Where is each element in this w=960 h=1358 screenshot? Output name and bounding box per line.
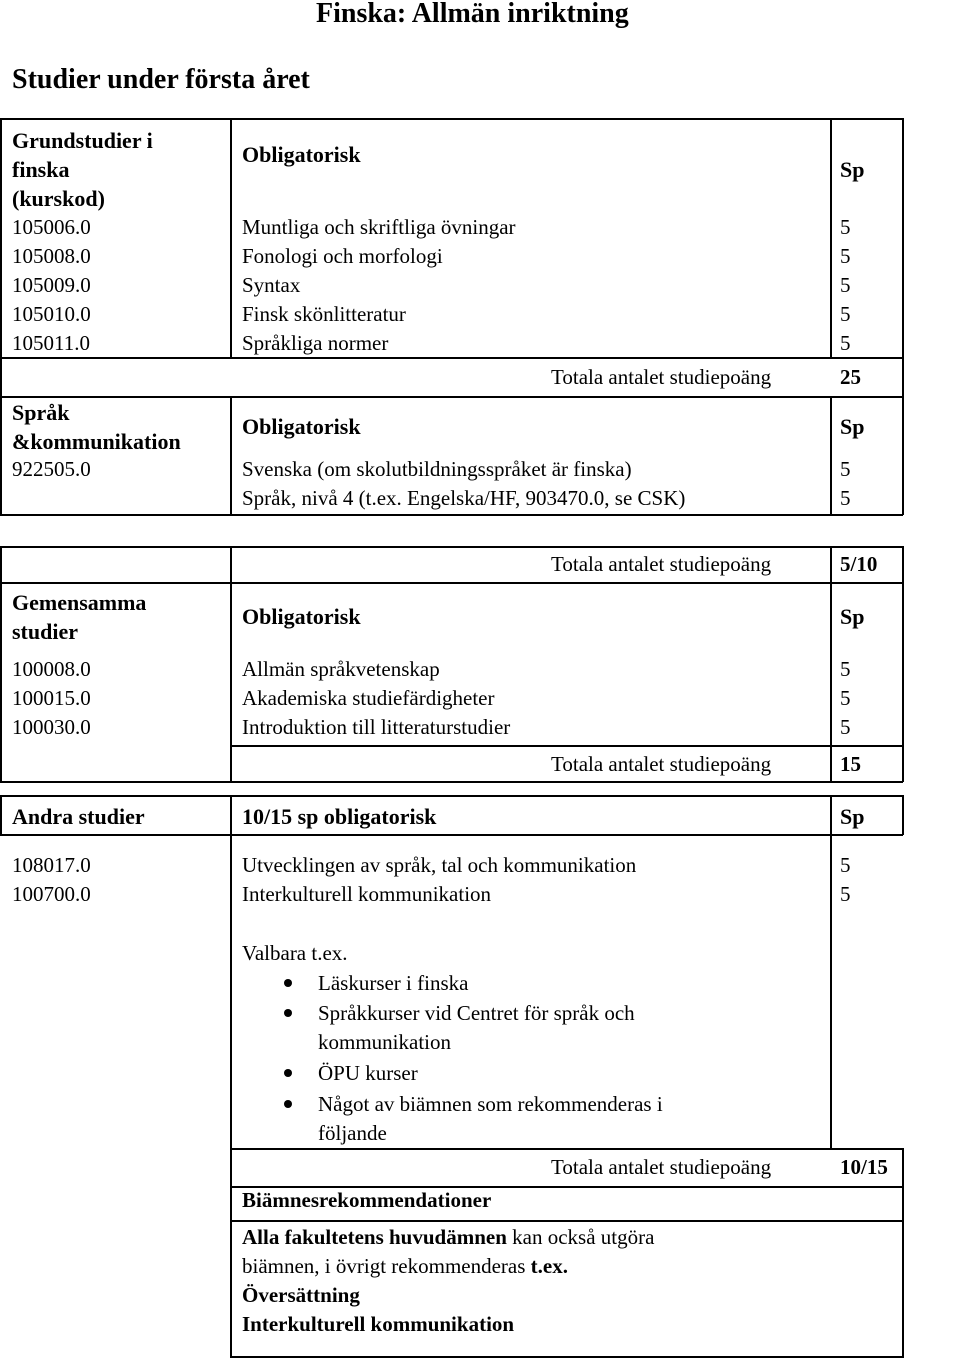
biamnen-line1-rest: kan också utgöra <box>506 1225 655 1249</box>
biamnen-line2-bold: t.ex. <box>530 1254 568 1278</box>
valbara-item: Språkkurser vid Centret för språk och <box>318 1001 635 1025</box>
course-name: Muntliga och skriftliga övningar <box>242 215 516 239</box>
grund-heading-line3: (kurskod) <box>12 186 105 211</box>
grund-total-label: Totala antalet studiepoäng <box>551 365 772 389</box>
course-sp: 5 <box>840 457 851 481</box>
sprak-sp-header: Sp <box>840 414 865 439</box>
biamnen-item: Interkulturell kommunikation <box>242 1312 515 1336</box>
gem-sp-header: Sp <box>840 604 865 629</box>
course-code: 922505.0 <box>12 457 91 481</box>
year-heading: Studier under första året <box>12 64 310 95</box>
course-name: Fonologi och morfologi <box>242 244 443 268</box>
andra-sp-header: Sp <box>840 804 865 829</box>
course-code: 100008.0 <box>12 657 91 681</box>
course-name: Syntax <box>242 273 301 297</box>
course-sp: 5 <box>840 273 851 297</box>
gem-total-label: Totala antalet studiepoäng <box>551 752 772 776</box>
course-sp: 5 <box>840 486 851 510</box>
sprak-total-label: Totala antalet studiepoäng <box>551 552 772 576</box>
course-sp: 5 <box>840 657 851 681</box>
valbara-label: Valbara t.ex. <box>242 941 348 965</box>
valbara-item: Något av biämnen som rekommenderas i <box>318 1092 663 1116</box>
course-code: 100015.0 <box>12 686 91 710</box>
biamnen-line1 <box>242 1227 654 1248</box>
course-code: 105011.0 <box>12 331 90 355</box>
course-name: Utvecklingen av språk, tal och kommunikation <box>242 853 637 877</box>
course-name: Introduktion till litteraturstudier <box>242 715 511 739</box>
course-name: Finsk skönlitteratur <box>242 302 406 326</box>
gem-total-value: 15 <box>840 752 861 776</box>
course-sp: 5 <box>840 686 851 710</box>
course-code: 100700.0 <box>12 882 91 906</box>
gem-heading-line1: Gemensamma <box>12 590 147 615</box>
sprak-heading-line2: &kommunikation <box>12 429 181 454</box>
course-sp: 5 <box>840 882 851 906</box>
sprak-total-value: 5/10 <box>840 552 878 576</box>
course-name: Svenska (om skolutbildningsspråket är finska) <box>242 457 632 481</box>
andra-total-value: 10/15 <box>840 1155 888 1179</box>
course-code: 108017.0 <box>12 853 91 877</box>
course-name: Interkulturell kommunikation <box>242 882 492 906</box>
biamnen-heading: Biämnesrekommendationer <box>242 1188 492 1212</box>
biamnen-line2-rest: biämnen, i övrigt rekommenderas <box>242 1254 531 1278</box>
grund-type: Obligatorisk <box>242 142 361 167</box>
course-sp: 5 <box>840 302 851 326</box>
course-name: Språk, nivå 4 (t.ex. Engelska/HF, 903470.0, se CSK) <box>242 486 686 510</box>
biamnen-line1-bold: Alla fakultetens huvudämnen <box>242 1225 507 1249</box>
bullet-icon <box>284 1069 292 1077</box>
sprak-type: Obligatorisk <box>242 414 361 439</box>
course-sp: 5 <box>840 853 851 877</box>
grund-heading-line2: finska <box>12 157 70 182</box>
bullet-icon <box>284 1009 292 1017</box>
gem-heading-line2: studier <box>12 619 78 644</box>
andra-total-label: Totala antalet studiepoäng <box>551 1155 772 1179</box>
course-code: 100030.0 <box>12 715 91 739</box>
course-sp: 5 <box>840 215 851 239</box>
course-sp: 5 <box>840 715 851 739</box>
course-name: Språkliga normer <box>242 331 389 355</box>
course-code: 105009.0 <box>12 273 91 297</box>
course-name: Allmän språkvetenskap <box>242 657 440 681</box>
bullet-icon <box>284 979 292 987</box>
course-code: 105008.0 <box>12 244 91 268</box>
valbara-item-cont: följande <box>318 1121 387 1145</box>
gem-type: Obligatorisk <box>242 604 361 629</box>
course-name: Akademiska studiefärdigheter <box>242 686 495 710</box>
course-sp: 5 <box>840 244 851 268</box>
page-title: Finska: Allmän inriktning <box>316 0 629 29</box>
course-code: 105006.0 <box>12 215 91 239</box>
biamnen-line2 <box>242 1256 568 1277</box>
andra-heading: Andra studier <box>12 804 145 829</box>
sprak-heading-line1: Språk <box>12 400 70 425</box>
course-sp: 5 <box>840 331 851 355</box>
grund-total-value: 25 <box>840 365 861 389</box>
bullet-icon <box>284 1100 292 1108</box>
andra-type: 10/15 sp obligatorisk <box>242 804 437 829</box>
grund-sp-header: Sp <box>840 157 865 182</box>
course-code: 105010.0 <box>12 302 91 326</box>
grund-heading-line1: Grundstudier i <box>12 128 153 153</box>
valbara-item: Läskurser i finska <box>318 971 469 995</box>
valbara-item-cont: kommunikation <box>318 1030 451 1054</box>
biamnen-item: Översättning <box>242 1283 360 1307</box>
valbara-item: ÖPU kurser <box>318 1061 418 1085</box>
